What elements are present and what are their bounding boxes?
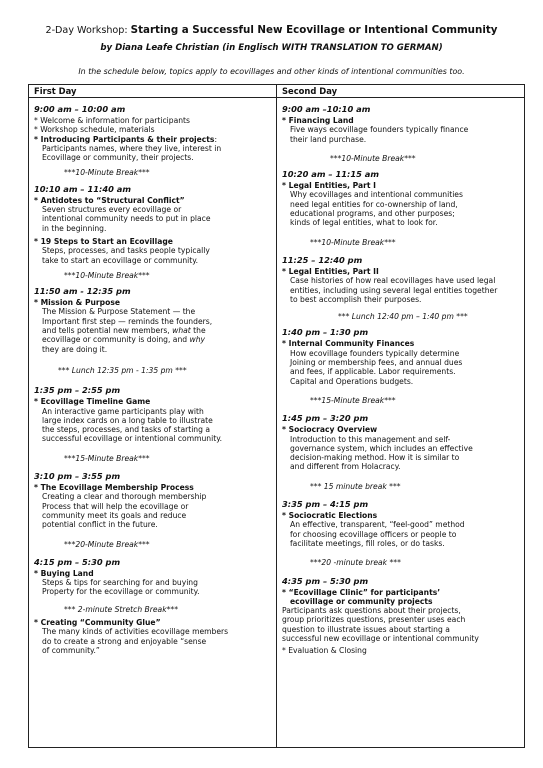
topic-title: * Mission & Purpose xyxy=(34,298,120,308)
session xyxy=(34,104,276,162)
session-line: and different from Holacracy. xyxy=(290,462,401,472)
session-time: 1:45 pm – 3:20 pm xyxy=(282,413,369,424)
break-note: ***20 -minute break *** xyxy=(310,558,401,568)
session-line: Property for the ecovillage or community. xyxy=(42,587,200,597)
session-line: An effective, transparent, “feel-good” method xyxy=(290,520,465,530)
session-time: 1:35 pm – 2:55 pm xyxy=(34,385,121,396)
session-line: Participants names, where they live, interest in xyxy=(42,143,222,153)
topic-title: * The Ecovillage Membership Process xyxy=(34,483,194,493)
title-prefix: 2-Day Workshop: xyxy=(45,25,131,36)
session-line: Steps & tips for searching for and buying xyxy=(42,578,198,588)
session-line: Capital and Operations budgets. xyxy=(290,376,414,386)
session-line: How ecovillage founders typically determine xyxy=(290,348,460,358)
session-line: large index cards on a long table to illustrate xyxy=(42,415,213,425)
session-line: the steps, processes, and tasks of starting a xyxy=(42,425,211,435)
break-note: ***10-Minute Break*** xyxy=(64,270,150,280)
session-line: question to illustrate issues about starting a xyxy=(282,624,450,634)
title-main: Starting a Successful New Ecovillage or Intentional Community xyxy=(130,24,498,36)
session-time: 11:25 – 12:40 pm xyxy=(282,254,363,265)
session-line: Introduction to this management and self- xyxy=(290,434,451,444)
session-time: 4:35 pm – 5:30 pm xyxy=(282,575,369,586)
session-time: 4:15 pm – 5:30 pm xyxy=(34,556,121,567)
session-line: their land purchase. xyxy=(290,134,367,144)
text-part: and tells potential new members, xyxy=(42,326,173,336)
session xyxy=(282,576,524,656)
topic-title: * Antidotes to “Structural Conflict” xyxy=(34,195,185,205)
session-time: 10:10 am – 11:40 am xyxy=(34,183,132,194)
session-line: Case histories of how real ecovillages have used legal xyxy=(290,276,496,286)
text-part: ecovillage or community is doing, and xyxy=(42,335,190,345)
break-note: ***15-Minute Break*** xyxy=(310,395,396,405)
session-line: do to create a strong and enjoyable “sense xyxy=(42,636,207,646)
session-time: 3:10 pm – 3:55 pm xyxy=(34,471,121,482)
session-line: Participants ask questions about their projects, xyxy=(282,606,461,616)
session-line: Process that will help the ecovillage or xyxy=(42,501,189,511)
session-line: An interactive game participants play with xyxy=(42,406,204,416)
session-line: Steps, processes, and tasks people typically xyxy=(42,246,210,256)
session-line: decision-making method. How it is similar to xyxy=(290,453,460,463)
break-note: ***10-Minute Break*** xyxy=(64,168,150,178)
lunch-note: *** Lunch 12:40 pm – 1:40 pm *** xyxy=(338,312,468,322)
break-note: ***15-Minute Break*** xyxy=(64,453,150,463)
session xyxy=(34,385,276,443)
session xyxy=(282,327,524,385)
session xyxy=(282,104,524,144)
session-time: 9:00 am –10:10 am xyxy=(282,104,371,114)
topic-title: * Ecovillage Timeline Game xyxy=(34,397,151,407)
session-line: The many kinds of activities ecovillage members xyxy=(42,627,229,637)
text-emphasis: what xyxy=(172,326,191,336)
session-line: for choosing ecovillage officers or people to xyxy=(290,529,457,539)
session-line: and fees, if applicable. Labor requirements. xyxy=(290,367,456,377)
session-line: need legal entities for co-ownership of land, xyxy=(290,199,458,209)
break-note: *** 15 minute break *** xyxy=(310,481,401,491)
first-day-column xyxy=(29,85,277,747)
session-line: The Mission & Purpose Statement — the xyxy=(42,307,196,317)
topic-title: * Buying Land xyxy=(34,568,94,578)
topic-title: * 19 Steps to Start an Ecovillage xyxy=(34,236,173,246)
session-line: * Workshop schedule, materials xyxy=(34,125,155,135)
topic-title: * “Ecovillage Clinic” for participants’ xyxy=(282,587,441,597)
break-note: ***10-Minute Break*** xyxy=(330,153,416,163)
text-part: the xyxy=(190,326,206,336)
session-line: they are doing it. xyxy=(42,344,108,354)
session-line: * Evaluation & Closing xyxy=(282,646,367,656)
session-line: governance system, which includes an effective xyxy=(290,443,473,453)
session xyxy=(282,413,524,471)
session-line: Creating a clear and thorough membership xyxy=(42,492,207,502)
session-line: Seven structures every ecovillage or xyxy=(42,205,182,215)
session-line: of community.” xyxy=(42,645,100,655)
topic-colon: : xyxy=(214,134,218,144)
topic-title: ecovillage or community projects xyxy=(290,596,433,606)
break-note: *** 2-minute Stretch Break*** xyxy=(64,604,178,614)
text-emphasis: why xyxy=(189,335,206,345)
session xyxy=(34,184,276,265)
topic-title: * Financing Land xyxy=(282,116,354,125)
session-line: intentional community needs to put in place xyxy=(42,214,211,224)
session-line: entities, including using several legal entities together xyxy=(290,285,498,295)
second-day-heading: Second Day xyxy=(277,85,524,98)
session xyxy=(34,557,276,597)
topic-title: * Sociocracy Overview xyxy=(282,425,378,435)
byline: by Diana Leafe Christian (in Englisch WITH TRANSLATION TO GERMAN) xyxy=(100,43,443,53)
break-note: ***10-Minute Break*** xyxy=(310,237,396,247)
session xyxy=(282,499,524,548)
session-line xyxy=(34,326,276,335)
break-note: ***20-Minute Break*** xyxy=(64,539,150,549)
topic-title: * Legal Entities, Part II xyxy=(282,266,379,276)
session-line xyxy=(34,135,276,144)
session-line: successful ecovillage or intentional community. xyxy=(42,434,223,444)
topic-title: * Internal Community Finances xyxy=(282,339,415,349)
session-line: educational programs, and other purposes; xyxy=(290,209,455,219)
session-line: Ecovillage or community, their projects. xyxy=(42,153,194,163)
session xyxy=(34,618,276,655)
topic-title: * Introducing Participants & their projects xyxy=(34,134,215,144)
second-day-column xyxy=(277,85,524,747)
session-line: community meet its goals and reduce xyxy=(42,510,187,520)
session-line xyxy=(34,335,276,344)
session-line: kinds of legal entities, what to look for. xyxy=(290,218,438,228)
schedule-table xyxy=(28,84,525,748)
session-time: 9:00 am – 10:00 am xyxy=(34,104,126,114)
session-time: 1:40 pm – 1:30 pm xyxy=(282,327,369,338)
topic-title: * Creating “Community Glue” xyxy=(34,617,161,627)
session-line: group prioritizes questions, presenter uses each xyxy=(282,615,466,625)
session xyxy=(34,471,276,529)
session-line: potential conflict in the future. xyxy=(42,520,158,530)
session-line: Five ways ecovillage founders typically finance xyxy=(290,125,469,135)
session-line: to best accomplish their purposes. xyxy=(290,294,422,304)
session-time: 11:50 am - 12:35 pm xyxy=(34,286,131,297)
session xyxy=(34,286,276,354)
session xyxy=(282,169,524,227)
session-line: Joining or membership fees, and annual dues xyxy=(290,358,463,368)
topic-title: * Sociocratic Elections xyxy=(282,511,378,521)
session-line: facilitate meetings, fill roles, or do tasks. xyxy=(290,538,445,548)
session-line: in the beginning. xyxy=(42,223,107,233)
first-day-heading: First Day xyxy=(29,85,276,98)
session-line: * Welcome & information for participants xyxy=(34,116,190,125)
intro-note: In the schedule below, topics apply to ecovillages and other kinds of intentional communities too. xyxy=(78,67,465,76)
session-line: Important first step — reminds the founders, xyxy=(42,316,213,326)
session-line: successful new ecovillage or intentional community xyxy=(282,633,479,643)
session-time: 3:35 pm – 4:15 pm xyxy=(282,499,369,510)
session-line: Why ecovillages and intentional communities xyxy=(290,190,463,200)
document-title xyxy=(0,24,543,36)
session-time: 10:20 am – 11:15 am xyxy=(282,169,380,180)
lunch-note: *** Lunch 12:35 pm - 1:35 pm *** xyxy=(58,365,187,375)
session-line: take to start an ecovillage or community. xyxy=(42,255,199,265)
session xyxy=(282,255,524,304)
topic-title: * Legal Entities, Part I xyxy=(282,181,376,191)
